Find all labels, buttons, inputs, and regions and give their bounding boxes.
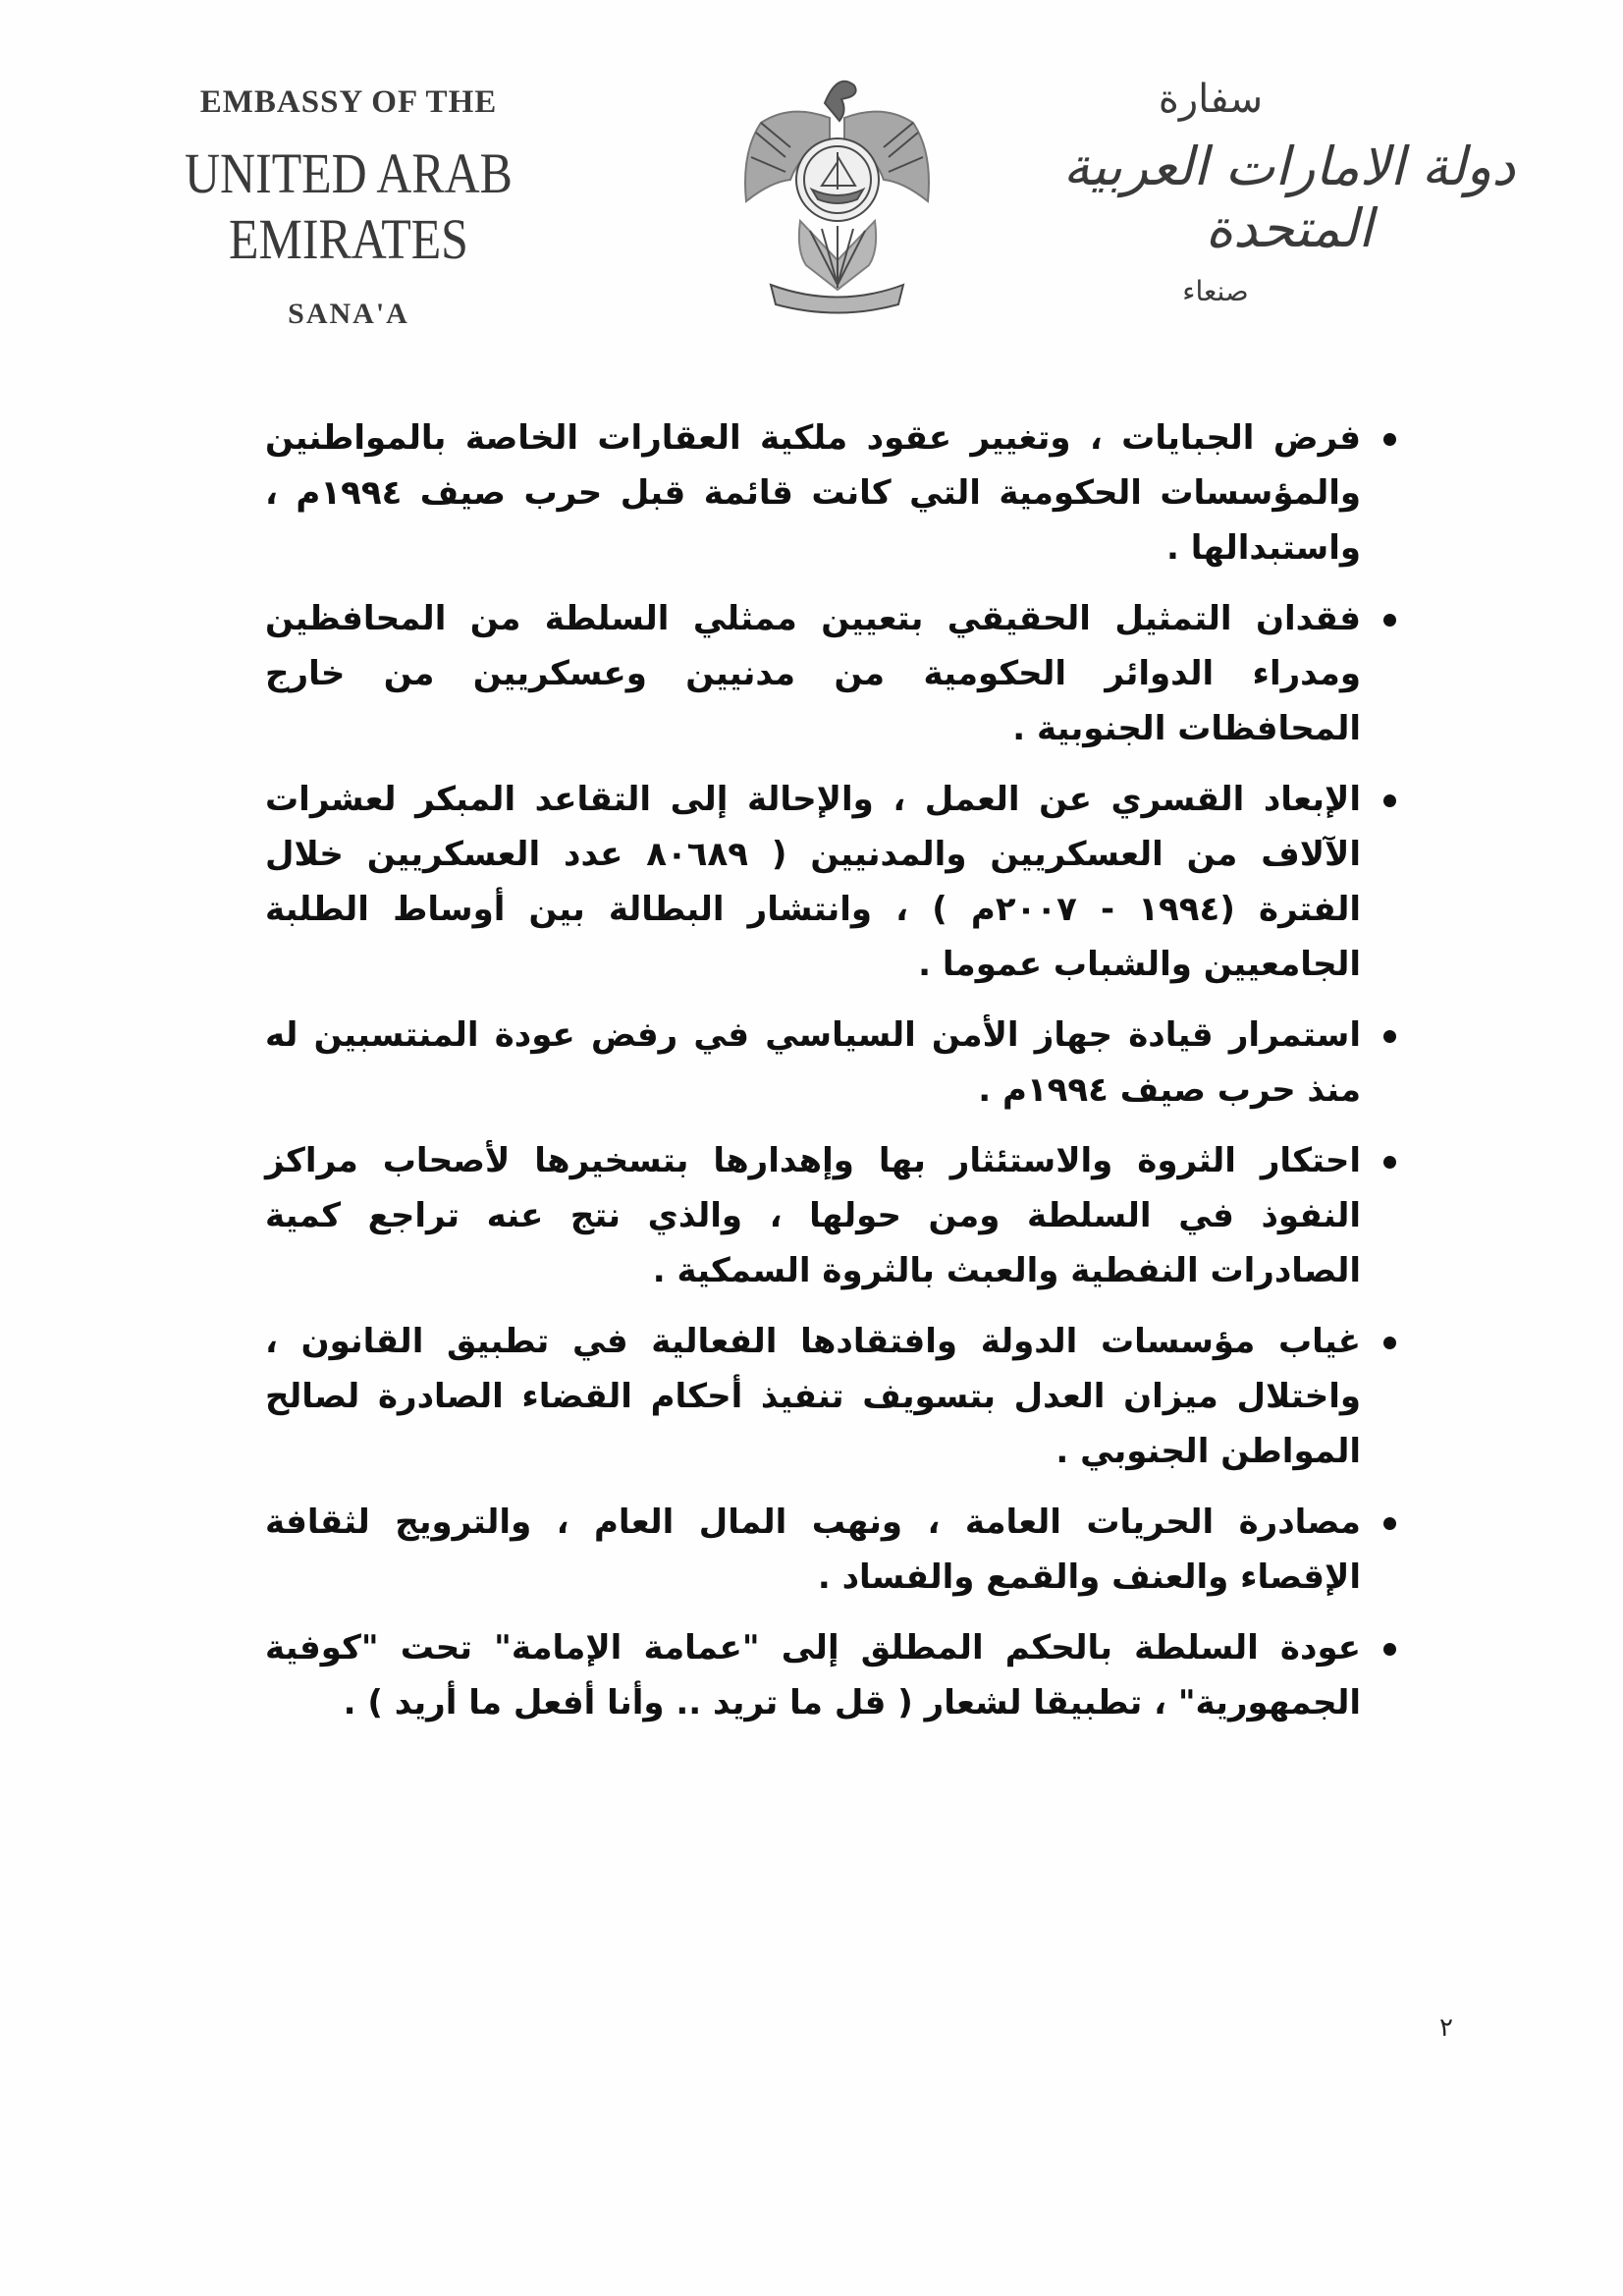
bullet-list bbox=[265, 410, 1394, 1746]
list-item-text: استمرار قيادة جهاز الأمن السياسي في رفض عودة المنتسبين له منذ حرب صيف ١٩٩٤م . bbox=[265, 1015, 1361, 1110]
letterhead-english-line2: UNITED ARAB EMIRATES bbox=[185, 141, 513, 271]
list-item-text: الإبعاد القسري عن العمل ، والإحالة إلى التقاعد المبكر لعشرات الآلاف من العسكريين والمدنيين ( ٨٠٦٨٩ عدد العسكريين خلال الفترة (١٩٩٤ - ٢٠٠٧م ) ، وانتشار البطالة بين أوساط الطلبة الجامعيين والشباب عموما . bbox=[265, 780, 1361, 984]
list-item bbox=[265, 591, 1394, 756]
list-item bbox=[265, 1620, 1394, 1730]
list-item-text: احتكار الثروة والاستئثار بها وإهدارها بتسخيرها لأصحاب مراكز النفوذ في السلطة ومن حولها ، والذي نتج عنه تراجع كمية الصادرات النفطية والعبث بالثروة السمكية . bbox=[265, 1141, 1361, 1290]
list-item-text: غياب مؤسسات الدولة وافتقادها الفعالية في تطبيق القانون ، واختلال ميزان العدل بتسويف تنفيذ أحكام القضاء الصادرة لصالح المواطن الجنوبي . bbox=[265, 1322, 1361, 1471]
list-item-text: مصادرة الحريات العامة ، ونهب المال العام ، والترويج لثقافة الإقصاء والعنف والقمع والفساد . bbox=[265, 1503, 1361, 1597]
list-item bbox=[265, 410, 1394, 575]
page-number: ٢ bbox=[1439, 2013, 1453, 2043]
list-item bbox=[265, 1133, 1394, 1298]
list-item-text: فقدان التمثيل الحقيقي بتعيين ممثلي السلطة من المحافظين ومدراء الدوائر الحكومية من مدنيين وعسكريين من خارج المحافظات الجنوبية . bbox=[265, 599, 1361, 748]
falcon-emblem-icon bbox=[731, 64, 943, 319]
bullet-icon bbox=[1383, 1643, 1396, 1656]
bullet-icon bbox=[1383, 614, 1396, 627]
list-item bbox=[265, 1495, 1394, 1605]
bullet-icon bbox=[1383, 1030, 1396, 1043]
bullet-icon bbox=[1383, 1517, 1396, 1530]
bullet-icon bbox=[1383, 1337, 1396, 1349]
bullet-icon bbox=[1383, 794, 1396, 807]
list-item-text: فرض الجبايات ، وتغيير عقود ملكية العقارات الخاصة بالمواطنين والمؤسسات الحكومية التي كانت قائمة قبل حرب صيف ١٩٩٤م ، واستبدالها . bbox=[265, 418, 1361, 568]
letterhead-arabic-line1: سفارة bbox=[1158, 77, 1264, 122]
list-item bbox=[265, 1314, 1394, 1479]
letterhead-arabic-line3: صنعاء bbox=[1182, 275, 1249, 307]
letterhead-english-line1: EMBASSY OF THE bbox=[199, 84, 498, 120]
letterhead-english bbox=[59, 79, 638, 331]
list-item bbox=[265, 1008, 1394, 1118]
list-item bbox=[265, 772, 1394, 992]
list-item-text: عودة السلطة بالحكم المطلق إلى "عمامة الإمامة" تحت "كوفية الجمهورية" ، تطبيقا لشعار ( قل ما تريد .. وأنا أفعل ما أريد ) . bbox=[265, 1628, 1361, 1722]
letterhead-arabic bbox=[1014, 77, 1564, 307]
bullet-icon bbox=[1383, 433, 1396, 446]
letterhead-arabic-line2: دولة الامارات العربية المتحدة bbox=[1062, 136, 1516, 259]
bullet-icon bbox=[1383, 1156, 1396, 1169]
letterhead-english-line3: SANA'A bbox=[288, 298, 409, 330]
